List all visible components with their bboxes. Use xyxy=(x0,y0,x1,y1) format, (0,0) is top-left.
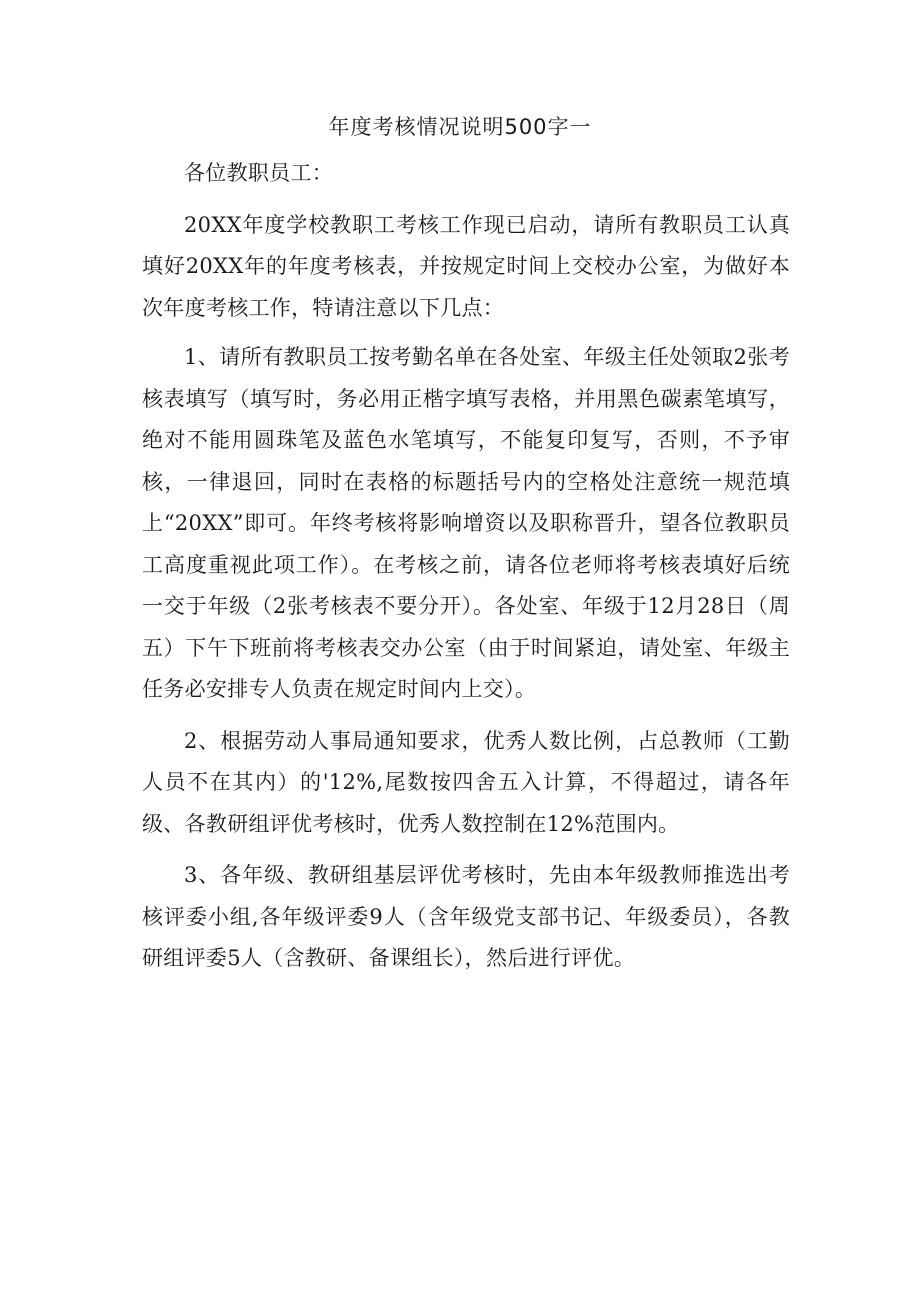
paragraph-intro: 20XX年度学校教职工考核工作现已启动，请所有教职员工认真填好20XX年的年度考核表，并按规定时间上交校办公室，为做好本次年度考核工作，特请注意以下几点： xyxy=(142,212,790,320)
document-title: 年度考核情况说明500字一 xyxy=(328,115,592,139)
paragraph-item-3: 3、各年级、教研组基层评优考核时，先由本年级教师推选出考核评委小组,各年级评委9人（含年级党支部书记、年级委员），各教研组评委5人（含教研、备课组长），然后进行评优。 xyxy=(142,863,790,970)
salutation: 各位教职员工： xyxy=(184,161,334,185)
document-body xyxy=(142,153,790,980)
paragraph-item-2: 2、根据劳动人事局通知要求，优秀人数比例，占总教师（工勤人员不在其内）的'12%,尾数按四舍五入计算，不得超过，请各年级、各教研组评优考核时，优秀人数控制在12%范围内。 xyxy=(142,728,790,836)
paragraph-item-1: 1、请所有教职员工按考勤名单在各处室、年级主任处领取2张考核表填写（填写时，务必用正楷字填写表格，并用黑色碳素笔填写，绝对不能用圆珠笔及蓝色水笔填写，不能复印复写，否则，不予审核，一律退回，同时在表格的标题括号内的空格处注意统一规范填上“20XX”即可。年终考核将影响增资以及职称晋升，望各位教职员工高度重视此项工作）。在考核之前，请各位老师将考核表填好后统一交于年级（2张考核表不要分开）。各处室、年级于12月28日（周五）下午下班前将考核表交办公室（由于时间紧迫，请处室、年级主任务必安排专人负责在规定时间内上交）。 xyxy=(142,345,790,701)
